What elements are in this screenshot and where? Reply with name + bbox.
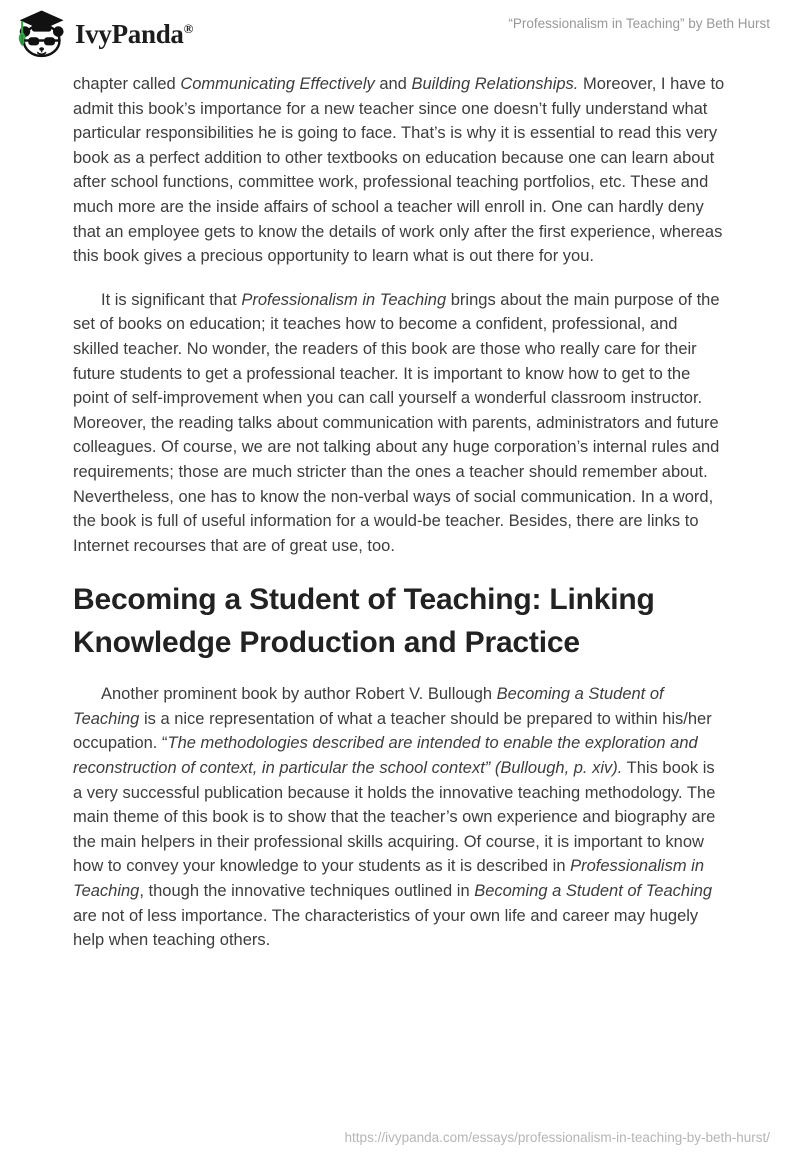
source-url: https://ivypanda.com/essays/professionalism-in-teaching-by-beth-hurst/ [344,1130,770,1145]
page-header [0,0,800,60]
essay-paragraph: Another prominent book by author Robert V. Bullough Becoming a Student of Teaching is a nice representation of what a teacher should be prepared to within his/her occupation. “The methodologies described are intended to enable the exploration and reconstruction of context, in particular the school context” (Bullough, p. xiv). This book is a very successful publication because it holds the innovative teaching methodology. The main theme of this book is to show that the teacher’s own experience and biography are the main helpers in their professional skills acquiring. Of course, it is important to know how to convey your knowledge to your students as it is described in Professionalism in Teaching, though the innovative techniques outlined in Becoming a Student of Teaching are not of less importance. The characteristics of your own life and career may hugely help when teaching others. [73,685,716,950]
registered-mark: ® [183,20,194,36]
paragraph-group-before-heading [73,72,726,558]
paragraph-group-after-heading [73,682,726,953]
section-heading: Becoming a Student of Teaching: Linking Knowledge Production and Practice [73,583,655,660]
document-title: “Professionalism in Teaching” by Beth Hurst [508,16,770,31]
essay-paragraph: It is significant that Professionalism in Teaching brings about the main purpose of the set of books on education; it teaches how to become a confident, professional, and skilled teacher. No wonder, the readers of this book are those who really care for their future students to get a professional teacher. It is important to know how to get to the point of self-improvement when you can call yourself a wonderful classroom instructor. Moreover, the reading talks about communication with parents, administrators and future colleagues. Of course, we are not talking about any huge corporation’s internal rules and requirements; those are much stricter than the ones a teacher should remember about. Nevertheless, one has to know the non-verbal ways of social communication. In a word, the book is full of useful information for a would-be teacher. Besides, there are links to Internet recourses that are of great use, too. [73,290,720,555]
essay-paragraph: chapter called Communicating Effectively and Building Relationships. Moreover, I have to admit this book’s importance for a new teacher since one doesn’t fully understand what particular responsibilities he is going to face. That’s is why it is essential to read this very book as a perfect addition to other textbooks on education because one can learn about after school functions, committee work, professional teaching portfolios, etc. These and much more are the inside affairs of school a teacher will enroll in. One can hardly deny that an employee gets to know the details of work only after the first experience, whereas this book gives a precious opportunity to learn what is out there for you. [73,75,725,266]
essay-content [0,72,800,953]
ivypanda-panda-graduate-icon [14,8,66,60]
brand-name: IvyPanda® [75,18,194,49]
brand [14,8,193,60]
